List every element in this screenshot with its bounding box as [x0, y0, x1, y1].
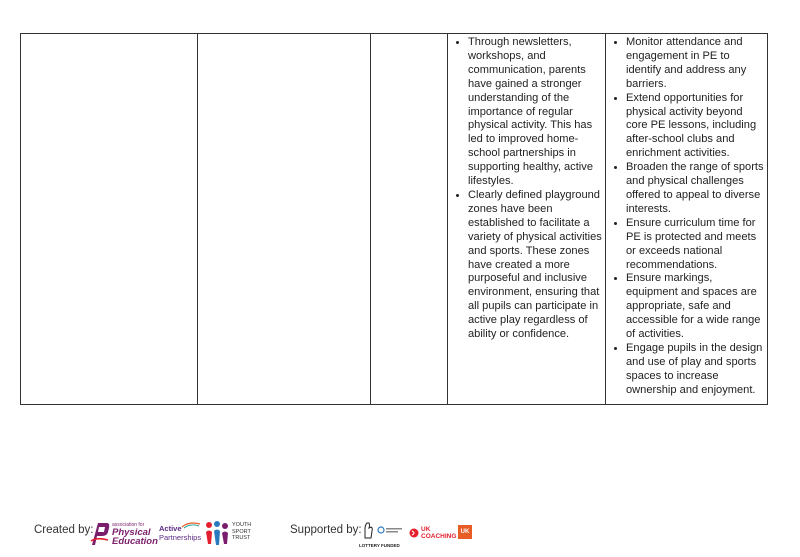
list-item: • Broaden the range of sports and physical challenges offered to appeal to diverse interests.	[626, 161, 765, 217]
list-item: • Monitor attendance and engagement in PE to identify and address any barriers.	[626, 36, 765, 92]
list-item: • Ensure markings, equipment and spaces are appropriate, safe and accessible for a wide range of activities.	[626, 272, 765, 342]
active-partnerships-logo	[159, 523, 203, 545]
uk-coaching-mark-icon	[409, 528, 419, 540]
supported-by-label: Supported by:	[290, 524, 362, 536]
uk-coaching-logo	[409, 526, 455, 546]
list-item: • Ensure curriculum time for PE is protected and meets or exceeds national recommendations.	[626, 217, 765, 273]
uk-active-logo	[458, 525, 492, 547]
uk-coaching-line2: COACHING	[421, 533, 457, 540]
lottery-funded-caption: LOTTERY FUNDED	[359, 543, 400, 548]
next-steps-cell	[606, 34, 768, 405]
afpe-mark-icon	[90, 521, 110, 547]
uk-active-mark: UK	[458, 525, 472, 539]
afpe-line2: Physical	[112, 527, 151, 538]
table-cell-empty	[21, 34, 198, 405]
table-row	[21, 34, 768, 405]
table-cell-empty	[198, 34, 371, 405]
active-partnerships-line2: Partnerships	[159, 533, 202, 542]
active-partnerships-line1: Active	[159, 524, 182, 533]
action-plan-table	[20, 33, 768, 405]
lottery-crossed-fingers-icon	[361, 521, 375, 539]
impact-list	[448, 36, 605, 342]
page-footer	[0, 518, 800, 557]
youth-sport-trust-logo	[204, 520, 262, 548]
list-item: • Extend opportunities for physical activity beyond core PE lessons, including after-school clubs and enrichment activities.	[626, 92, 765, 162]
created-by-label: Created by:	[34, 524, 94, 536]
youth-sport-trust-figures-icon	[204, 520, 230, 548]
youth-sport-trust-line1: YOUTH	[232, 522, 252, 528]
afpe-line3: Education	[112, 536, 158, 547]
list-item: • Engage pupils in the design and use of play and sports spaces to increase ownership and enjoyment.	[626, 342, 765, 398]
next-steps-list	[606, 36, 767, 398]
afpe-logo	[90, 521, 158, 547]
sport-england-mark-icon	[377, 524, 403, 536]
list-item: • Clearly defined playground zones have been established to facilitate a variety of physical activities and sports. These zones have created a more purposeful and inclusive environment, ensuring that all pupils can participate in active play regardless of ability or confidence.	[468, 189, 603, 342]
impact-cell	[448, 34, 606, 405]
youth-sport-trust-line3: TRUST	[232, 535, 251, 541]
youth-sport-trust-text	[232, 522, 251, 542]
youth-sport-trust-line2: SPORT	[232, 528, 251, 535]
table-cell-empty	[371, 34, 448, 405]
uk-coaching-line1: UK	[421, 526, 431, 533]
list-item: • Through newsletters, workshops, and communication, parents have gained a stronger understanding of the importance of regular physical activity. This has led to improved home-school partnerships in supporting healthy, active lifestyles.	[468, 36, 603, 189]
sport-england-logo	[359, 521, 405, 551]
afpe-line1: association for	[112, 522, 145, 528]
swoosh-icon	[181, 521, 201, 529]
